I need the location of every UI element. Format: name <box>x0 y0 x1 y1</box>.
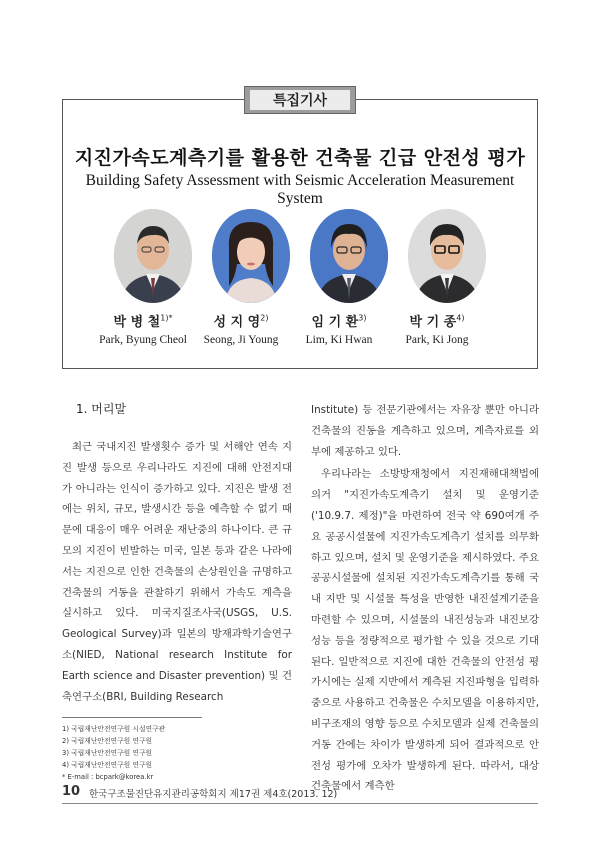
footer-rule <box>62 803 538 804</box>
author-3-photo <box>299 208 399 304</box>
author-2-name-korean: 성 지 영$^{2)}$ <box>213 313 269 330</box>
journal-citation: 한국구조물진단유지관리공학회지 제17권 제4호(2013. 12) <box>89 789 338 800</box>
author-3-portrait-icon <box>309 208 389 304</box>
author-1-name-korean: 박 병 철$^{1)*}$ <box>113 313 173 330</box>
article-title-english: Building Safety Assessment with Seismic Acceleration Measurement System <box>85 172 515 207</box>
footnote-3: 3) 국립재난안전연구원 연구원 <box>62 749 153 758</box>
section-label: 특집기사 <box>250 90 350 110</box>
intro-paragraph-2: 우리나라는 소방방재청에서 지진재해대책법에 의거 "지진가속도계측기 설치 및 운영기준('10.9.7. 제정)"을 마련하여 전국 약 690여개 주요 공공시설물에 지진가속도계측기 설치를 의무화하고 있으며, 설치 및 운영기준을 제시하였다. 주요 공공시설물에 설치된 지진가속도계측기를 통해 국내 지반 및 시설물 특성을 반영한 내진설계기준을 마련할 수 있으며, 시설물의 내진성능과 내진보강 성능 등을 정량적으로 평가할 수 있을 것으로 기대된다. 일반적으로 지진에 대한 건축물의 안전성 평가시에는 실제 지반에서 계측된 지진파형을 입력하중으로 사용하고 건축물은 수치모델을 이용하지만, 비구조재의 영향 등으로 수치모델과 실제 건축물의 거동 간에는 차이가 발생하게 되어 결과적으로 안전성 평가에 오차가 발생하게 된다. 따라서, 대상 건축물에서 계측한 <box>311 468 539 793</box>
footnote-2: 2) 국립재난안전연구원 연구원 <box>62 737 153 746</box>
author-4-name-korean: 박 기 종$^{4)}$ <box>409 313 465 330</box>
author-3-name-english: Lim, Ki Hwan <box>305 334 373 346</box>
page-number: 10 <box>62 784 81 799</box>
left-column <box>62 400 292 783</box>
author-1-name-english: Park, Byung Cheol <box>99 334 187 346</box>
author-3-name-korean: 임 기 환$^{3)}$ <box>311 313 367 330</box>
page-footer <box>62 784 538 798</box>
footnote-1: 1) 국립재난안전연구원 시설연구관 <box>62 725 166 734</box>
author-2-photo <box>201 208 301 304</box>
author-2-portrait-icon <box>211 208 291 304</box>
author-4-photo <box>397 208 497 304</box>
author-4-portrait-icon <box>407 208 487 304</box>
intro-paragraph-1: 최근 국내지진 발생횟수 증가 및 서해안 연속 지진 발생 등으로 우리나라도 지진에 대해 안전지대가 아니라는 인식이 증가하고 있다. 지진은 발생 전에는 위치, 규모, 발생시간 등을 예측할 수 없기 때문에 대응이 매우 어려운 재난중의 하나이다. 큰 규모의 지진이 빈발하는 미국, 일본 등과 같은 나라에서는 지진으로 인한 건축물의 손상원인을 규명하고 건축물의 거동을 관찰하기 위해서 가속도 계측을 실시하고 있다. 미국지질조사국(USGS, U.S. Geological Survey)과 일본의 방재과학기술연구소(NIED, National research Institute for Earth science and Disaster prevention) 및 건축연구소(BRI, Building Research <box>62 441 292 703</box>
section-heading: 1. 머리말 <box>76 402 127 416</box>
footnote-email: * E-mail : bcpark@korea.kr <box>62 773 154 782</box>
article-title-korean: 지진가속도계측기를 활용한 건축물 긴급 안전성 평가 <box>74 147 526 169</box>
author-4-name-english: Park, Ki Jong <box>405 334 469 346</box>
author-2-name-english: Seong, Ji Young <box>203 334 279 346</box>
footnote-4: 4) 국립재난안전연구원 연구원 <box>62 761 153 770</box>
intro-paragraph-1-continued: Institute) 등 전문기관에서는 자유장 뿐만 아니라 건축물의 진동을 계측하고 있으며, 계측자료를 외부에 제공하고 있다. <box>311 404 539 458</box>
footnote-divider <box>62 717 202 718</box>
section-label-box <box>244 86 356 114</box>
right-column <box>311 400 539 797</box>
author-1-portrait-icon <box>113 208 193 304</box>
author-1-photo <box>103 208 203 304</box>
